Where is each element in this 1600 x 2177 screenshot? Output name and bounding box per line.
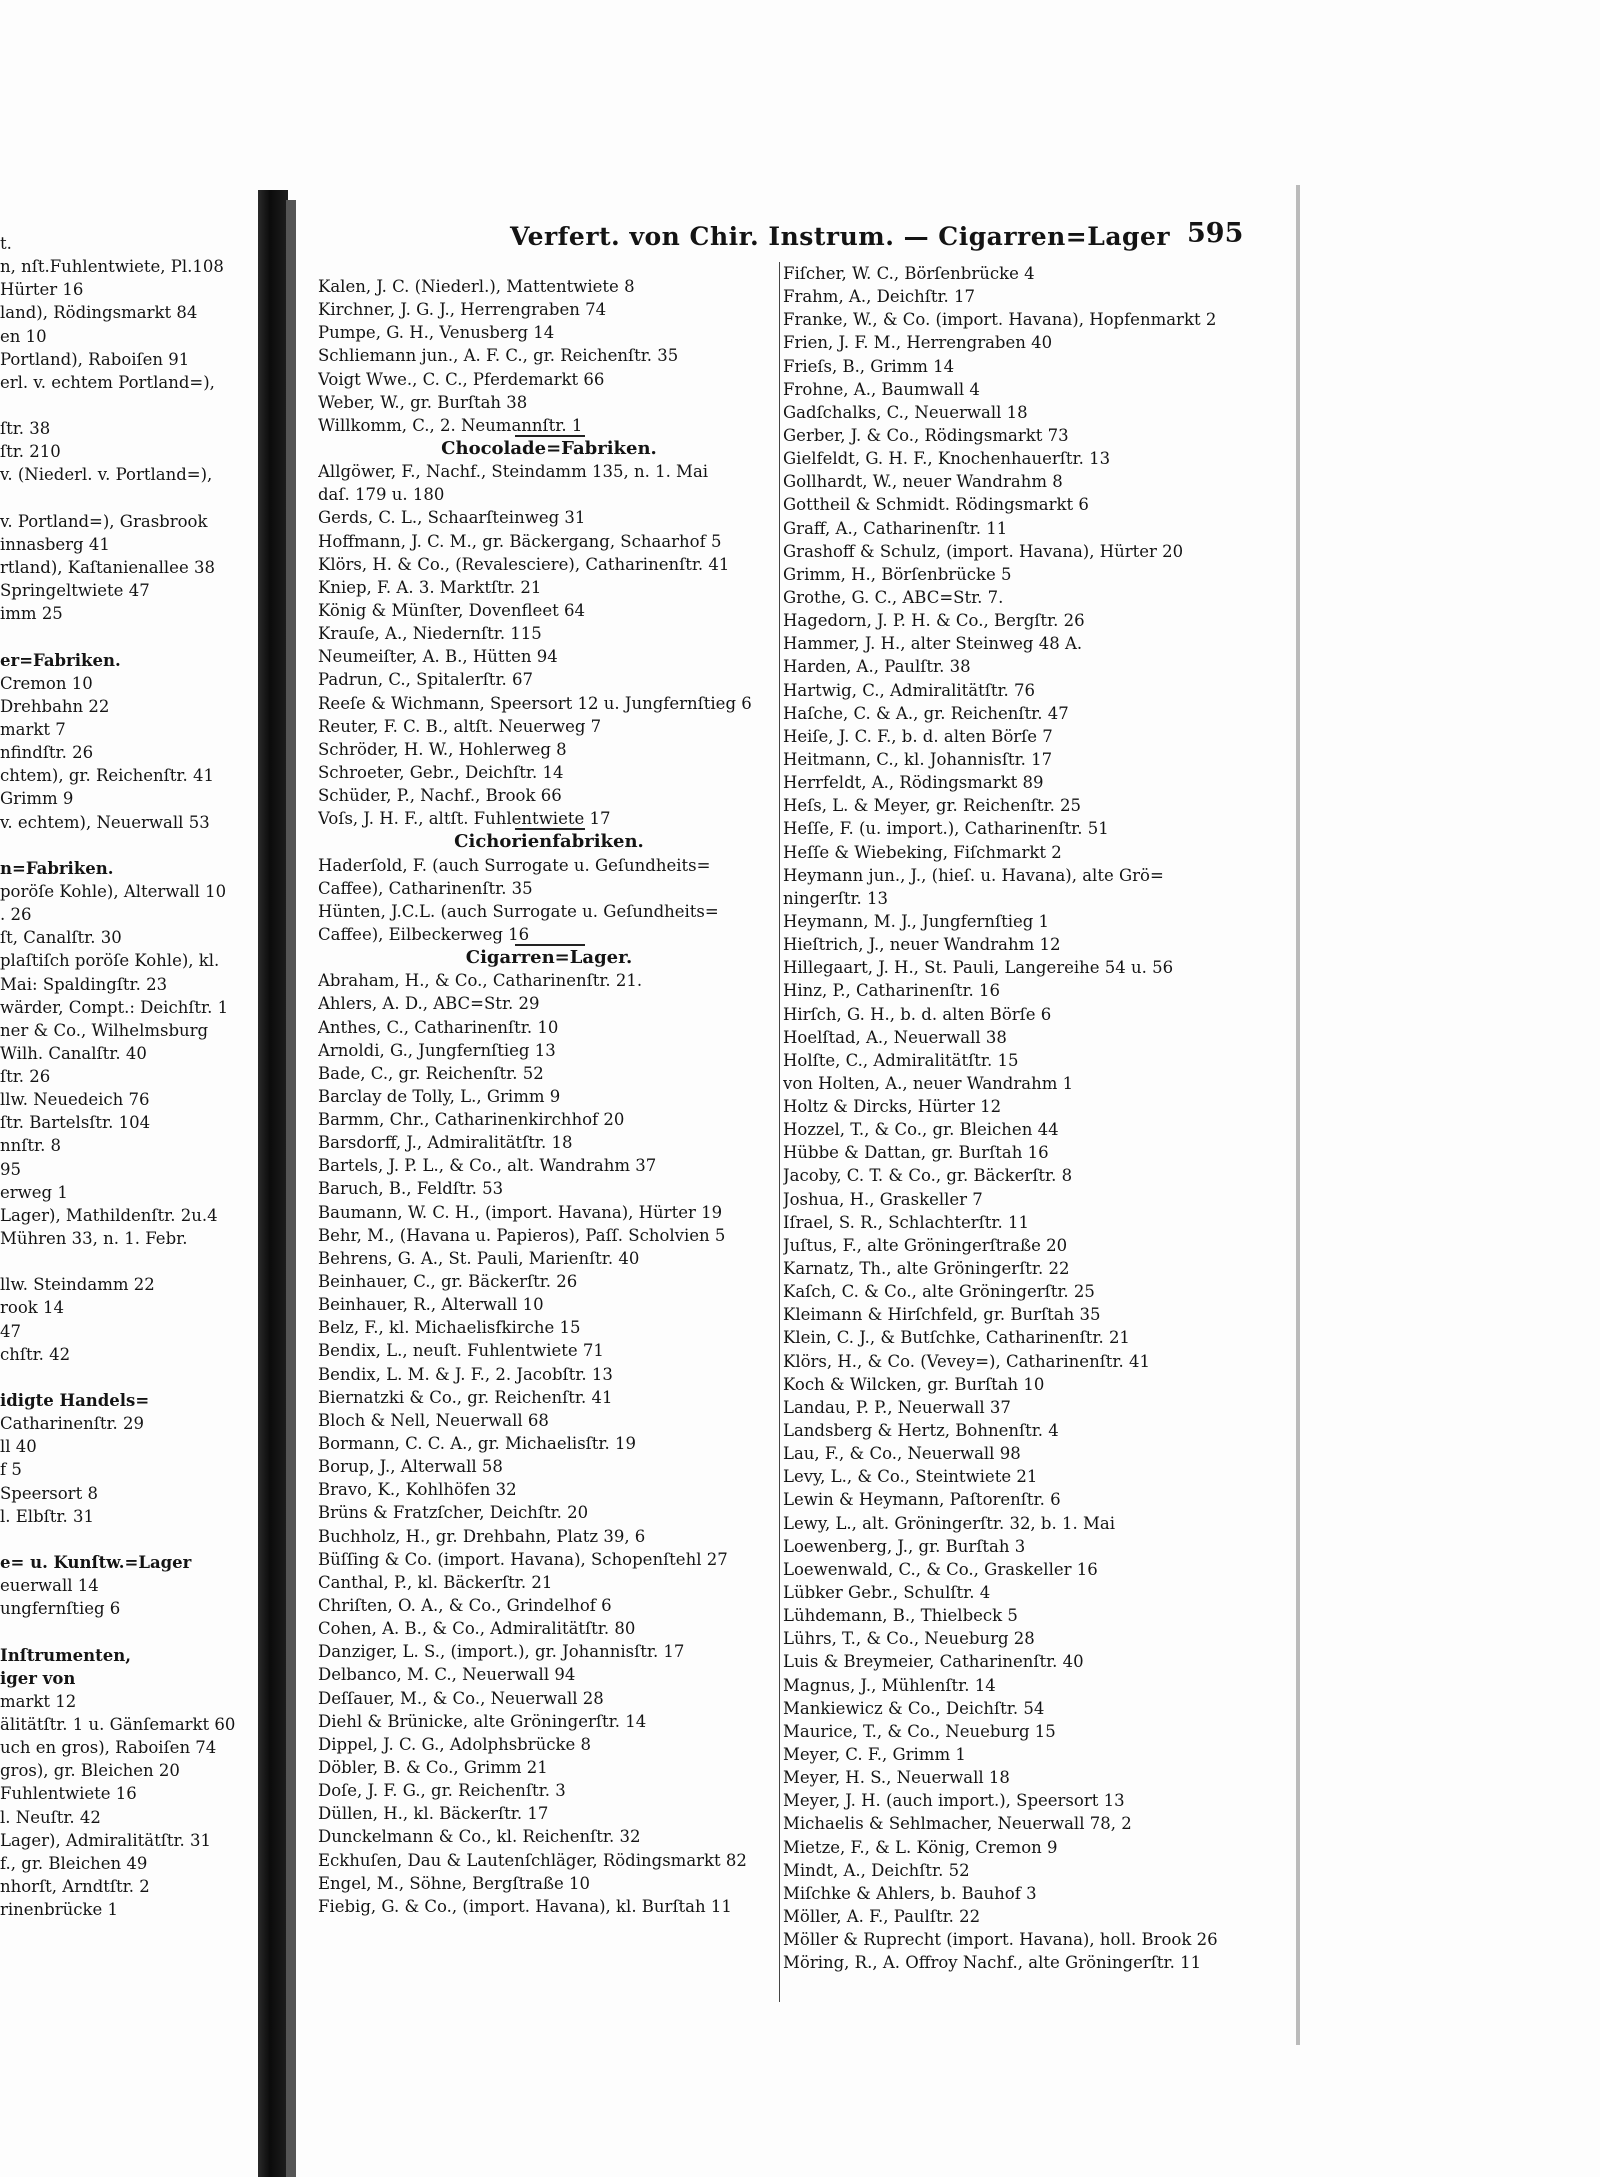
left-page-line: Cremon 10 [0,673,93,693]
left-page-line: v. (Niederl. v. Portland=), [0,465,213,485]
directory-entry: Frien, J. F. M., Herrengraben 40 [783,333,1053,353]
directory-entry: Bendix, L. M. & J. F., 2. Jacobſtr. 13 [318,1364,613,1384]
directory-entry: Bade, C., gr. Reichenſtr. 52 [318,1063,544,1083]
left-page-line: f 5 [0,1460,22,1480]
directory-entry: Luis & Breymeier, Catharinenſtr. 40 [783,1652,1084,1672]
directory-entry: Grashoff & Schulz, (import. Havana), Hürter 20 [783,541,1184,561]
directory-entry: Gollhardt, W., neuer Wandrahm 8 [783,472,1063,492]
directory-entry: Grimm, H., Börſenbrücke 5 [783,564,1012,584]
left-page-line: Lager), Mathildenſtr. 2u.4 [0,1205,218,1225]
left-page-line: l. Elbſtr. 31 [0,1506,94,1526]
left-page-line: erweg 1 [0,1182,68,1202]
section-rule [515,944,585,946]
directory-entry: Lau, F., & Co., Neuerwall 98 [783,1444,1021,1464]
directory-entry: Barsdorff, J., Admiralitätſtr. 18 [318,1133,573,1153]
directory-entry: Brüns & Fratzſcher, Deichſtr. 20 [318,1503,589,1523]
left-page-line: Speersort 8 [0,1483,98,1503]
directory-entry: Cohen, A. B., & Co., Admiralitätſtr. 80 [318,1619,636,1639]
left-page-line [0,1366,252,1389]
directory-entry: Lewin & Heymann, Paſtorenſtr. 6 [783,1490,1061,1510]
directory-entry: Barmm, Chr., Catharinenkirchhof 20 [318,1110,625,1130]
directory-entry: Franke, W., & Co. (import. Havana), Hopfenmarkt 2 [783,310,1217,330]
directory-entry: Fiebig, G. & Co., (import. Havana), kl. Burſtah 11 [318,1896,732,1916]
left-page-line [0,487,252,510]
section-heading-cichorien: Cichorienfabriken. [454,831,644,853]
directory-entry: Pumpe, G. H., Venusberg 14 [318,323,555,343]
directory-entry: Fiſcher, W. C., Börſenbrücke 4 [783,264,1035,283]
directory-entry: Düllen, H., kl. Bäckerſtr. 17 [318,1804,549,1824]
directory-entry: Canthal, P., kl. Bäckerſtr. 21 [318,1572,553,1592]
directory-entry: Hünten, J.C.L. (auch Surrogate u. Geſundheits= [318,901,719,921]
directory-entry: Schüder, P., Nachf., Brook 66 [318,786,562,806]
left-page-line: nfindſtr. 26 [0,743,94,763]
directory-entry: Holtz & Dircks, Hürter 12 [783,1097,1002,1117]
directory-entry: Holſte, C., Admiralitätſtr. 15 [783,1050,1019,1070]
directory-entry: Gielfeldt, G. H. F., Knochenhauerſtr. 13 [783,449,1111,469]
directory-entry: Schroeter, Gebr., Deichſtr. 14 [318,762,564,782]
directory-entry: Hirſch, G. H., b. d. alten Börſe 6 [783,1004,1052,1024]
left-page-line: markt 12 [0,1691,77,1711]
directory-entry: Allgöwer, F., Nachf., Steindamm 135, n. 1. Mai [318,462,709,482]
directory-entry: Krauſe, A., Niedernſtr. 115 [318,624,542,644]
directory-entry: Hartwig, C., Admiralitätſtr. 76 [783,680,1036,700]
directory-entry: Caffee), Catharinenſtr. 35 [318,878,533,898]
directory-entry: Baruch, B., Feldſtr. 53 [318,1179,504,1199]
directory-entry: Delbanco, M. C., Neuerwall 94 [318,1665,576,1685]
directory-entry: Voſs, J. H. F., altſt. Fuhlentwiete 17 [318,809,611,829]
left-page-line [0,1620,252,1643]
directory-entry: Caffee), Eilbeckerweg 16 [318,924,530,944]
directory-entry: von Holten, A., neuer Wandrahm 1 [783,1073,1074,1093]
directory-entry: Deſſauer, M., & Co., Neuerwall 28 [318,1688,604,1708]
left-page-line: Lager), Admiralitätſtr. 31 [0,1830,212,1850]
left-page-line: iger von [0,1668,76,1688]
left-page-line: ner & Co., Wilhelmsburg [0,1020,209,1040]
section-rule [515,435,585,437]
left-page-line: Inſtrumenten, [0,1645,131,1665]
directory-entry: Bloch & Nell, Neuerwall 68 [318,1410,549,1430]
left-page-line [0,1250,252,1273]
directory-entry: Kniep, F. A. 3. Marktſtr. 21 [318,577,542,597]
directory-entry: Karnatz, Th., alte Gröningerſtr. 22 [783,1259,1070,1279]
left-page-line: n, nſt.Fuhlentwiete, Pl.108 [0,257,224,277]
page-header-title: Verfert. von Chir. Instrum. — Cigarren=Lager [510,222,1171,251]
directory-entry: Maurice, T., & Co., Neueburg 15 [783,1721,1056,1741]
book-gutter-shadow [258,190,288,2177]
page-number: 595 [1187,218,1244,249]
directory-entry: ningerſtr. 13 [783,888,889,908]
left-page-line: llw. Neuedeich 76 [0,1090,150,1110]
directory-entry: Klörs, H., & Co. (Vevey=), Catharinenſtr. 41 [783,1351,1150,1371]
directory-entry: Schröder, H. W., Hohlerweg 8 [318,739,567,759]
left-page-line [0,625,252,648]
directory-entry: Herrfeldt, A., Rödingsmarkt 89 [783,773,1044,793]
left-page-line: nhorſt, Arndtſtr. 2 [0,1876,150,1896]
directory-entry: Lübker Gebr., Schulſtr. 4 [783,1583,991,1603]
directory-entry: Kleimann & Hirſchfeld, gr. Burſtah 35 [783,1305,1101,1325]
left-page-line: en 10 [0,326,47,346]
left-page-line: chtem), gr. Reichenſtr. 41 [0,766,214,786]
directory-entry: Landau, P. P., Neuerwall 37 [783,1397,1011,1417]
left-page-line: ll 40 [0,1437,37,1457]
directory-entry: Mankiewicz & Co., Deichſtr. 54 [783,1698,1045,1718]
directory-entry: Dunckelmann & Co., kl. Reichenſtr. 32 [318,1827,641,1847]
directory-entry: Schliemann jun., A. F. C., gr. Reichenſtr. 35 [318,346,679,366]
directory-entry: Möring, R., A. Offroy Nachf., alte Gröningerſtr. 11 [783,1953,1202,1973]
directory-entry: Landsberg & Hertz, Bohnenſtr. 4 [783,1421,1059,1441]
directory-entry: Ahlers, A. D., ABC=Str. 29 [318,994,540,1014]
directory-entry: Klein, C. J., & Butſchke, Catharinenſtr. 21 [783,1328,1130,1348]
page-edge-line [1296,185,1300,2045]
left-page-line: f., gr. Bleichen 49 [0,1853,148,1873]
directory-entry: Arnoldi, G., Jungfernſtieg 13 [318,1040,556,1060]
directory-entry: Mindt, A., Deichſtr. 52 [783,1860,970,1880]
directory-entry: Heymann jun., J., (hieſ. u. Havana), alte Grö= [783,865,1164,885]
directory-entry: Frahm, A., Deichſtr. 17 [783,287,976,307]
left-page-line: Catharinenſtr. 29 [0,1414,145,1434]
directory-entry: Levy, L., & Co., Steintwiete 21 [783,1467,1038,1487]
directory-entry: Reeſe & Wichmann, Speersort 12 u. Jungfernſtieg 6 [318,693,752,713]
directory-entry: Möller, A. F., Paulſtr. 22 [783,1906,981,1926]
left-page-line: 95 [0,1159,21,1179]
directory-entry: Heſſe & Wiebeking, Fiſchmarkt 2 [783,842,1062,862]
left-page-line: nnſtr. 8 [0,1136,62,1156]
left-page-line: n=Fabriken. [0,858,114,878]
left-page-line: ſtr. 38 [0,419,51,439]
directory-entry: Grothe, G. C., ABC=Str. 7. [783,587,1004,607]
directory-entry: Heiſe, J. C. F., b. d. alten Börſe 7 [783,726,1053,746]
left-page-line: wärder, Compt.: Deichſtr. 1 [0,997,229,1017]
directory-entry: Dippel, J. C. G., Adolphsbrücke 8 [318,1734,592,1754]
directory-entry: Danziger, L. S., (import.), gr. Johannisſtr. 17 [318,1642,685,1662]
directory-entry: Meyer, C. F., Grimm 1 [783,1745,966,1764]
directory-entry: Meyer, J. H. (auch import.), Speersort 13 [783,1791,1125,1811]
left-page-line [0,1528,252,1551]
section-heading-chocolade: Chocolade=Fabriken. [441,437,657,459]
directory-entry: Weber, W., gr. Burſtah 38 [318,392,528,412]
left-page-line: Hürter 16 [0,280,84,300]
directory-entry: Jacoby, C. T. & Co., gr. Bäckerſtr. 8 [783,1166,1073,1186]
left-page-line: chſtr. 42 [0,1344,71,1364]
directory-entry: Barclay de Tolly, L., Grimm 9 [318,1086,561,1106]
directory-entry: Kaſch, C. & Co., alte Gröningerſtr. 25 [783,1282,1095,1302]
directory-entry: Belz, F., kl. Michaelisfkirche 15 [318,1318,581,1338]
directory-entry: Frohne, A., Baumwall 4 [783,379,980,399]
left-page-line: älitätſtr. 1 u. Gänſemarkt 60 [0,1715,236,1734]
directory-entry: Neumeiſter, A. B., Hütten 94 [318,647,558,667]
directory-entry: Mietze, F., & L. König, Cremon 9 [783,1837,1058,1857]
section-heading-cigarren: Cigarren=Lager. [465,947,633,969]
directory-entry: daſ. 179 u. 180 [318,485,445,505]
directory-entry: Engel, M., Söhne, Bergſtraße 10 [318,1873,590,1893]
directory-entry: Behrens, G. A., St. Pauli, Marienſtr. 40 [318,1248,640,1268]
directory-entry: Gerber, J. & Co., Rödingsmarkt 73 [783,425,1069,445]
left-page-line: erl. v. echtem Portland=), [0,372,215,392]
directory-entry: Loewenberg, J., gr. Burſtah 3 [783,1536,1026,1556]
directory-entry: Chriſten, O. A., & Co., Grindelhof 6 [318,1596,612,1616]
directory-entry: Bendix, L., neuſt. Fuhlentwiete 71 [318,1341,604,1361]
directory-entry: Bormann, C. C. A., gr. Michaelisſtr. 19 [318,1434,636,1454]
left-page-line: euerwall 14 [0,1576,99,1596]
left-page-line [0,834,252,857]
directory-entry: Gadſchalks, C., Neuerwall 18 [783,402,1028,422]
left-page-line: gros), gr. Bleichen 20 [0,1761,180,1781]
directory-entry: Frieſs, B., Grimm 14 [783,356,955,376]
left-page-line: Drehbahn 22 [0,696,110,716]
left-page-line: markt 7 [0,719,66,739]
directory-entry: Hozzel, T., & Co., gr. Bleichen 44 [783,1120,1059,1140]
directory-entry: Buchholz, H., gr. Drehbahn, Platz 39, 6 [318,1526,646,1546]
directory-entry: Kirchner, J. G. J., Herrengraben 74 [318,300,607,320]
left-page-line: rinenbrücke 1 [0,1900,119,1920]
left-page-line: Springeltwiete 47 [0,581,150,601]
left-page-line: innasberg 41 [0,534,110,554]
middle-directory-column [318,275,780,1918]
directory-entry: Anthes, C., Catharinenſtr. 10 [318,1017,559,1037]
left-page-line: uch en gros), Raboiſen 74 [0,1738,217,1758]
directory-entry: Miſchke & Ahlers, b. Bauhof 3 [783,1883,1037,1903]
directory-entry: Hillegaart, J. H., St. Pauli, Langereihe 54 u. 56 [783,958,1174,978]
directory-entry: Hoelſtad, A., Neuerwall 38 [783,1027,1007,1047]
section-rule [515,828,585,830]
directory-entry: Magnus, J., Mühlenſtr. 14 [783,1675,996,1695]
directory-entry: Heitmann, C., kl. Johannisſtr. 17 [783,749,1053,769]
directory-entry: Haſche, C. & A., gr. Reichenſtr. 47 [783,703,1069,723]
left-page-line: imm 25 [0,604,63,624]
directory-entry: Eckhuſen, Dau & Lautenſchläger, Rödingsmarkt 82 [318,1850,747,1870]
directory-entry: Juſtus, F., alte Gröningerſtraße 20 [783,1235,1068,1255]
left-page-line: ungfernſtieg 6 [0,1599,121,1619]
right-directory-column [783,262,1251,1974]
directory-entry: Meyer, H. S., Neuerwall 18 [783,1768,1010,1788]
directory-entry: Padrun, C., Spitalerſtr. 67 [318,670,533,690]
left-page-line: llw. Steindamm 22 [0,1275,155,1295]
directory-entry: Klörs, H. & Co., (Revalesciere), Catharinenſtr. 41 [318,554,730,574]
left-page-line: ſtr. 26 [0,1067,51,1087]
directory-entry: Heſſe, F. (u. import.), Catharinenſtr. 51 [783,819,1109,839]
directory-entry: Haderſold, F. (auch Surrogate u. Geſundheits= [318,855,711,875]
left-page-line: ſtr. 210 [0,442,61,462]
directory-entry: Gottheil & Schmidt. Rödingsmarkt 6 [783,495,1089,515]
directory-entry: Beinhauer, C., gr. Bäckerſtr. 26 [318,1272,578,1292]
left-page-line: . 26 [0,905,32,925]
directory-entry: Koch & Wilcken, gr. Burſtah 10 [783,1374,1045,1394]
directory-entry: Michaelis & Sehlmacher, Neuerwall 78, 2 [783,1814,1132,1834]
book-gutter-edge [286,200,296,2177]
directory-entry: Reuter, F. C. B., altſt. Neuerweg 7 [318,716,602,736]
left-page-line: Portland), Raboiſen 91 [0,349,190,369]
left-page-line: rook 14 [0,1298,64,1318]
left-page-line: idigte Handels= [0,1391,150,1411]
directory-entry: Hagedorn, J. P. H. & Co., Bergſtr. 26 [783,611,1085,631]
directory-entry: Bartels, J. P. L., & Co., alt. Wandrahm 37 [318,1156,657,1176]
directory-entry: Kalen, J. C. (Niederl.), Mattentwiete 8 [318,277,635,296]
left-page-column [0,232,252,1921]
directory-entry: Lewy, L., alt. Gröningerſtr. 32, b. 1. Mai [783,1513,1115,1533]
directory-entry: Lührs, T., & Co., Neueburg 28 [783,1629,1035,1649]
directory-entry: Iſrael, S. R., Schlachterſtr. 11 [783,1212,1029,1232]
left-page-line: t. [0,234,12,253]
directory-entry: Hübbe & Dattan, gr. Burſtah 16 [783,1143,1049,1163]
left-page-line: ſt, Canalſtr. 30 [0,928,122,948]
left-page-line: Mai: Spaldingſtr. 23 [0,974,168,994]
left-page-line: Mühren 33, n. 1. Febr. [0,1229,188,1249]
directory-entry: Doſe, J. F. G., gr. Reichenſtr. 3 [318,1781,566,1801]
directory-entry: Hammer, J. H., alter Steinweg 48 A. [783,634,1083,654]
directory-entry: Heſs, L. & Meyer, gr. Reichenſtr. 25 [783,796,1082,816]
directory-entry: Voigt Wwe., C. C., Pferdemarkt 66 [318,369,605,389]
directory-entry: Diehl & Brünicke, alte Gröningerſtr. 14 [318,1711,647,1731]
directory-entry: Lühdemann, B., Thielbeck 5 [783,1606,1018,1626]
directory-entry: Hinz, P., Catharinenſtr. 16 [783,981,1001,1001]
left-page-line: ſtr. Bartelsſtr. 104 [0,1113,151,1133]
column-separator [779,262,780,2002]
left-page-line: e= u. Kunſtw.=Lager [0,1553,192,1573]
left-page-line: Grimm 9 [0,789,74,809]
left-page-line: 47 [0,1321,21,1341]
left-page-line: v. echtem), Neuerwall 53 [0,812,210,832]
directory-entry: Loewenwald, C., & Co., Graskeller 16 [783,1559,1098,1579]
directory-entry: König & Münſter, Dovenfleet 64 [318,600,585,620]
left-page-line [0,394,252,417]
left-page-line: er=Fabriken. [0,650,121,670]
directory-entry: Büſſing & Co. (import. Havana), Schopenſtehl 27 [318,1549,728,1569]
directory-entry: Döbler, B. & Co., Grimm 21 [318,1758,548,1777]
left-page-line: poröſe Kohle), Alterwall 10 [0,881,227,901]
directory-entry: Hieſtrich, J., neuer Wandrahm 12 [783,935,1061,955]
directory-entry: Heymann, M. J., Jungfernſtieg 1 [783,911,1050,931]
directory-entry: Willkomm, C., 2. Neumannſtr. 1 [318,415,583,435]
directory-entry: Baumann, W. C. H., (import. Havana), Hürter 19 [318,1202,723,1222]
left-page-line: l. Neuſtr. 42 [0,1807,101,1827]
directory-entry: Bravo, K., Kohlhöfen 32 [318,1480,517,1500]
directory-entry: Biernatzki & Co., gr. Reichenſtr. 41 [318,1387,613,1407]
left-page-line: v. Portland=), Grasbrook [0,511,208,531]
left-page-line: rtland), Kaſtanienallee 38 [0,557,215,577]
directory-entry: Hoffmann, J. C. M., gr. Bäckergang, Schaarhof 5 [318,531,722,551]
directory-entry: Borup, J., Alterwall 58 [318,1457,503,1477]
left-page-line: land), Rödingsmarkt 84 [0,303,198,323]
left-page-line: plaſtiſch poröſe Kohle), kl. [0,951,220,971]
directory-entry: Abraham, H., & Co., Catharinenſtr. 21. [318,971,643,991]
directory-entry: Joshua, H., Graskeller 7 [783,1189,983,1209]
directory-entry: Behr, M., (Havana u. Papieros), Paſſ. Scholvien 5 [318,1225,726,1245]
directory-entry: Graff, A., Catharinenſtr. 11 [783,518,1008,538]
directory-entry: Harden, A., Paulſtr. 38 [783,657,971,677]
left-page-line: Wilh. Canalſtr. 40 [0,1043,147,1063]
directory-entry: Beinhauer, R., Alterwall 10 [318,1295,544,1315]
directory-entry: Möller & Ruprecht (import. Havana), holl. Brook 26 [783,1930,1218,1950]
left-page-line: Fuhlentwiete 16 [0,1784,137,1804]
directory-entry: Gerds, C. L., Schaarſteinweg 31 [318,508,586,528]
